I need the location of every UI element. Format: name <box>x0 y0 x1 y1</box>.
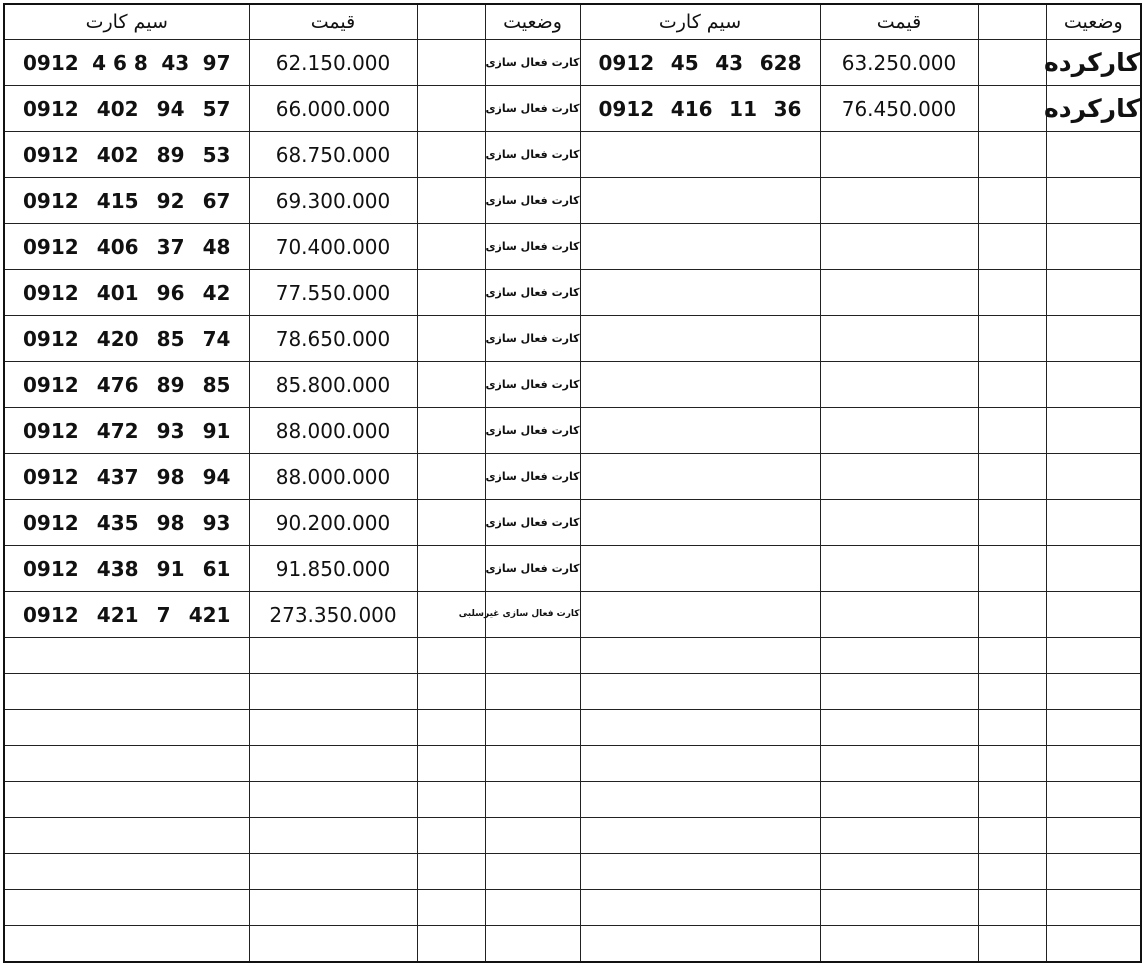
empty-cell <box>1046 782 1141 818</box>
price-cell: 85.800.000 <box>249 362 417 408</box>
empty-cell <box>580 408 820 454</box>
sim-number-part: 43 <box>161 50 190 75</box>
price-cell: 63.250.000 <box>820 40 978 86</box>
empty-cell <box>820 178 978 224</box>
price-cell: 70.400.000 <box>249 224 417 270</box>
sim-number-cell <box>4 224 249 270</box>
empty-cell <box>978 710 1046 746</box>
sim-number-part: 85 <box>156 326 185 351</box>
empty-cell <box>978 500 1046 546</box>
status-cell: کارت فعال سازی <box>485 224 580 270</box>
sim-number-cell <box>4 408 249 454</box>
sim-number-part: 45 <box>670 50 699 75</box>
price-cell: 88.000.000 <box>249 454 417 500</box>
sim-number-cell <box>4 454 249 500</box>
empty-cell <box>1046 454 1141 500</box>
empty-cell <box>485 818 580 854</box>
empty-cell <box>978 782 1046 818</box>
sim-card-price-table <box>3 3 1142 963</box>
sim-number-part: 0912 <box>23 372 79 397</box>
empty-cell <box>580 454 820 500</box>
sim-number-part: 0912 <box>598 50 655 75</box>
sim-number-part: 476 <box>96 372 139 397</box>
empty-cell <box>1046 890 1141 926</box>
empty-cell <box>485 782 580 818</box>
sim-number <box>5 97 249 121</box>
status-cell: کارکرده <box>1046 40 1141 86</box>
sim-number-cell <box>4 500 249 546</box>
empty-cell <box>978 270 1046 316</box>
sim-number <box>5 143 249 167</box>
empty-cell <box>580 818 820 854</box>
sim-number-part: 11 <box>729 96 758 121</box>
sim-number-part: 57 <box>202 96 231 121</box>
empty-cell <box>1046 546 1141 592</box>
sim-number-part: 435 <box>96 510 139 535</box>
empty-cell <box>820 132 978 178</box>
empty-cell <box>978 592 1046 638</box>
price-cell: 77.550.000 <box>249 270 417 316</box>
price-cell: 76.450.000 <box>820 86 978 132</box>
table-row <box>4 224 1141 270</box>
empty-row <box>4 890 1141 926</box>
blank-cell <box>978 86 1046 132</box>
price-cell: 91.850.000 <box>249 546 417 592</box>
sim-number-part: 628 <box>759 50 802 75</box>
empty-cell <box>1046 674 1141 710</box>
blank-cell <box>417 224 485 270</box>
empty-cell <box>1046 408 1141 454</box>
empty-cell <box>485 890 580 926</box>
empty-cell <box>417 854 485 890</box>
status-cell: کارکرده <box>1046 86 1141 132</box>
sim-number-cell <box>580 40 820 86</box>
empty-cell <box>1046 710 1141 746</box>
status-cell: کارت فعال سازی <box>485 86 580 132</box>
sim-number <box>5 189 249 213</box>
empty-cell <box>1046 178 1141 224</box>
sim-number-part: 0912 <box>23 50 79 75</box>
empty-cell <box>978 316 1046 362</box>
empty-cell <box>580 362 820 408</box>
status-cell: کارت فعال سازی <box>485 362 580 408</box>
empty-cell <box>820 710 978 746</box>
empty-cell <box>580 638 820 674</box>
blank-cell <box>417 454 485 500</box>
header-sim-right: سیم کارت <box>580 4 820 40</box>
sim-number-cell <box>4 546 249 592</box>
empty-cell <box>4 890 249 926</box>
empty-cell <box>820 224 978 270</box>
sim-number-part: 92 <box>156 188 185 213</box>
empty-cell <box>249 674 417 710</box>
sim-number-part: 416 <box>670 96 713 121</box>
empty-cell <box>4 674 249 710</box>
empty-row <box>4 674 1141 710</box>
empty-cell <box>978 638 1046 674</box>
header-row <box>4 4 1141 40</box>
empty-cell <box>4 638 249 674</box>
empty-cell <box>249 926 417 963</box>
sim-number-cell <box>4 86 249 132</box>
sim-number-part: 0912 <box>23 602 79 627</box>
sim-number <box>5 373 249 397</box>
table-row <box>4 408 1141 454</box>
sim-number <box>5 419 249 443</box>
empty-cell <box>978 546 1046 592</box>
empty-cell <box>978 746 1046 782</box>
empty-cell <box>4 926 249 963</box>
status-cell: کارت فعال سازی غیرسلبی <box>485 592 580 638</box>
sim-number-part: 89 <box>156 142 185 167</box>
sim-number-part: 0912 <box>23 464 79 489</box>
sim-number-part: 0912 <box>23 234 79 259</box>
sim-number-part: 74 <box>202 326 231 351</box>
sim-number-part: 415 <box>96 188 139 213</box>
empty-cell <box>1046 854 1141 890</box>
empty-row <box>4 746 1141 782</box>
blank-cell <box>417 40 485 86</box>
empty-cell <box>978 224 1046 270</box>
empty-cell <box>1046 132 1141 178</box>
empty-cell <box>978 674 1046 710</box>
empty-cell <box>820 818 978 854</box>
sim-number <box>5 327 249 351</box>
sim-number <box>581 51 820 75</box>
empty-cell <box>1046 746 1141 782</box>
sim-number-cell <box>4 316 249 362</box>
table-row <box>4 40 1141 86</box>
blank-cell <box>978 40 1046 86</box>
sim-number-part: 438 <box>96 556 139 581</box>
table-row <box>4 362 1141 408</box>
empty-cell <box>1046 638 1141 674</box>
empty-cell <box>485 746 580 782</box>
sim-number-part: 406 <box>96 234 139 259</box>
sim-number-part: 61 <box>202 556 231 581</box>
empty-cell <box>249 854 417 890</box>
sim-number-part: 36 <box>773 96 802 121</box>
blank-cell <box>417 178 485 224</box>
empty-cell <box>820 362 978 408</box>
sim-number-cell <box>4 270 249 316</box>
blank-cell <box>417 132 485 178</box>
empty-cell <box>978 818 1046 854</box>
price-cell: 90.200.000 <box>249 500 417 546</box>
empty-cell <box>417 638 485 674</box>
empty-cell <box>580 500 820 546</box>
empty-cell <box>417 818 485 854</box>
empty-row <box>4 710 1141 746</box>
empty-cell <box>978 362 1046 408</box>
blank-cell <box>417 546 485 592</box>
sim-number-part: 0912 <box>23 142 79 167</box>
blank-cell <box>417 362 485 408</box>
sim-number-part: 85 <box>202 372 231 397</box>
sim-number <box>5 557 249 581</box>
price-cell: 66.000.000 <box>249 86 417 132</box>
sim-number-part: 96 <box>156 280 185 305</box>
table-row <box>4 454 1141 500</box>
price-cell: 88.000.000 <box>249 408 417 454</box>
sim-number-cell <box>4 362 249 408</box>
empty-cell <box>4 710 249 746</box>
empty-cell <box>820 854 978 890</box>
sim-number <box>5 51 249 75</box>
sim-number <box>5 281 249 305</box>
empty-cell <box>820 592 978 638</box>
sim-number-part: 402 <box>96 96 139 121</box>
sim-number <box>581 97 820 121</box>
price-cell: 68.750.000 <box>249 132 417 178</box>
sim-number <box>5 465 249 489</box>
empty-cell <box>978 926 1046 963</box>
sim-number <box>5 235 249 259</box>
blank-cell <box>417 408 485 454</box>
status-cell: کارت فعال سازی <box>485 178 580 224</box>
empty-row <box>4 854 1141 890</box>
sim-number <box>5 603 249 627</box>
empty-cell <box>580 926 820 963</box>
sim-number-part: 98 <box>156 464 185 489</box>
sim-number-part: 67 <box>202 188 231 213</box>
empty-cell <box>4 782 249 818</box>
header-status-right: وضعیت <box>1046 4 1141 40</box>
status-cell: کارت فعال سازی <box>485 270 580 316</box>
sim-number-cell <box>4 132 249 178</box>
empty-cell <box>820 454 978 500</box>
empty-cell <box>4 818 249 854</box>
empty-cell <box>1046 224 1141 270</box>
empty-cell <box>580 270 820 316</box>
sim-number <box>5 511 249 535</box>
sim-number-part: 0912 <box>23 326 79 351</box>
sim-number-part: 93 <box>156 418 185 443</box>
empty-cell <box>249 638 417 674</box>
table-row <box>4 500 1141 546</box>
status-cell: کارت فعال سازی <box>485 408 580 454</box>
empty-cell <box>580 890 820 926</box>
price-cell: 62.150.000 <box>249 40 417 86</box>
header-sim-left: سیم کارت <box>4 4 249 40</box>
sim-number-part: 0912 <box>23 556 79 581</box>
sim-number-part: 401 <box>96 280 139 305</box>
empty-cell <box>978 408 1046 454</box>
empty-cell <box>580 854 820 890</box>
price-cell: 69.300.000 <box>249 178 417 224</box>
sim-number-part: 89 <box>156 372 185 397</box>
empty-cell <box>1046 500 1141 546</box>
status-cell: کارت فعال سازی <box>485 316 580 362</box>
empty-cell <box>580 546 820 592</box>
table-row <box>4 132 1141 178</box>
empty-cell <box>580 592 820 638</box>
sim-number-part: 421 <box>188 602 231 627</box>
status-cell: کارت فعال سازی <box>485 40 580 86</box>
header-price-left: قیمت <box>249 4 417 40</box>
empty-cell <box>417 674 485 710</box>
sim-number-part: 91 <box>202 418 231 443</box>
sim-number-part: 421 <box>96 602 139 627</box>
empty-cell <box>580 224 820 270</box>
empty-cell <box>249 746 417 782</box>
status-cell: کارت فعال سازی <box>485 132 580 178</box>
header-blank-right <box>978 4 1046 40</box>
empty-cell <box>417 926 485 963</box>
blank-cell <box>417 270 485 316</box>
sim-number-part: 402 <box>96 142 139 167</box>
empty-cell <box>820 926 978 963</box>
status-cell: کارت فعال سازی <box>485 546 580 592</box>
empty-cell <box>580 132 820 178</box>
empty-cell <box>1046 592 1141 638</box>
status-cell: کارت فعال سازی <box>485 454 580 500</box>
empty-cell <box>580 178 820 224</box>
empty-cell <box>485 854 580 890</box>
empty-cell <box>580 746 820 782</box>
empty-cell <box>978 454 1046 500</box>
sim-number-part: 98 <box>156 510 185 535</box>
empty-cell <box>417 890 485 926</box>
sim-number-part: 0912 <box>23 418 79 443</box>
empty-cell <box>485 710 580 746</box>
sim-number-part: 437 <box>96 464 139 489</box>
empty-cell <box>4 854 249 890</box>
sim-number-part: 0912 <box>23 510 79 535</box>
empty-cell <box>978 854 1046 890</box>
empty-cell <box>1046 270 1141 316</box>
empty-cell <box>1046 926 1141 963</box>
blank-cell <box>417 86 485 132</box>
empty-cell <box>249 710 417 746</box>
empty-cell <box>820 674 978 710</box>
empty-cell <box>485 674 580 710</box>
empty-cell <box>820 782 978 818</box>
empty-cell <box>485 638 580 674</box>
empty-cell <box>4 746 249 782</box>
status-cell: کارت فعال سازی <box>485 500 580 546</box>
empty-cell <box>417 782 485 818</box>
empty-cell <box>1046 316 1141 362</box>
price-cell: 273.350.000 <box>249 592 417 638</box>
sim-number-part: 42 <box>202 280 231 305</box>
table-row <box>4 592 1141 638</box>
sim-number-cell <box>580 86 820 132</box>
empty-cell <box>978 890 1046 926</box>
header-price-right: قیمت <box>820 4 978 40</box>
empty-cell <box>1046 362 1141 408</box>
empty-cell <box>820 638 978 674</box>
table-row <box>4 270 1141 316</box>
empty-cell <box>978 132 1046 178</box>
sim-number-part: 0912 <box>23 96 79 121</box>
empty-row <box>4 782 1141 818</box>
empty-cell <box>1046 818 1141 854</box>
empty-cell <box>417 746 485 782</box>
empty-cell <box>249 782 417 818</box>
sim-number-cell <box>4 40 249 86</box>
table-row <box>4 86 1141 132</box>
price-cell: 78.650.000 <box>249 316 417 362</box>
sim-number-part: 48 <box>202 234 231 259</box>
empty-cell <box>820 408 978 454</box>
blank-cell <box>417 500 485 546</box>
blank-cell <box>417 316 485 362</box>
sim-number-part: 7 <box>156 602 171 627</box>
sim-number-part: 53 <box>202 142 231 167</box>
empty-cell <box>580 674 820 710</box>
sim-number-part: 97 <box>202 50 231 75</box>
empty-cell <box>485 926 580 963</box>
sim-number-part: 0912 <box>23 280 79 305</box>
sim-number-part: 37 <box>156 234 185 259</box>
empty-cell <box>820 316 978 362</box>
table-row <box>4 316 1141 362</box>
empty-cell <box>820 546 978 592</box>
empty-cell <box>580 710 820 746</box>
empty-cell <box>249 890 417 926</box>
sim-number-part: 93 <box>202 510 231 535</box>
sim-number-part: 472 <box>96 418 139 443</box>
empty-cell <box>820 270 978 316</box>
empty-cell <box>820 500 978 546</box>
empty-cell <box>580 782 820 818</box>
empty-cell <box>820 890 978 926</box>
sim-number-part: 0912 <box>598 96 655 121</box>
empty-cell <box>978 178 1046 224</box>
header-status-left: وضعیت <box>485 4 580 40</box>
sim-number-part: 4 6 8 <box>92 50 148 75</box>
sim-number-cell <box>4 178 249 224</box>
empty-cell <box>580 316 820 362</box>
table-row <box>4 546 1141 592</box>
sim-number-part: 94 <box>156 96 185 121</box>
empty-row <box>4 638 1141 674</box>
table-row <box>4 178 1141 224</box>
sim-number-part: 0912 <box>23 188 79 213</box>
sim-number-part: 43 <box>715 50 744 75</box>
sim-number-part: 91 <box>156 556 185 581</box>
empty-cell <box>417 710 485 746</box>
sim-number-part: 420 <box>96 326 139 351</box>
empty-cell <box>820 746 978 782</box>
empty-cell <box>249 818 417 854</box>
sim-number-part: 94 <box>202 464 231 489</box>
header-blank-left <box>417 4 485 40</box>
sim-number-cell <box>4 592 249 638</box>
empty-row <box>4 818 1141 854</box>
empty-row <box>4 926 1141 963</box>
